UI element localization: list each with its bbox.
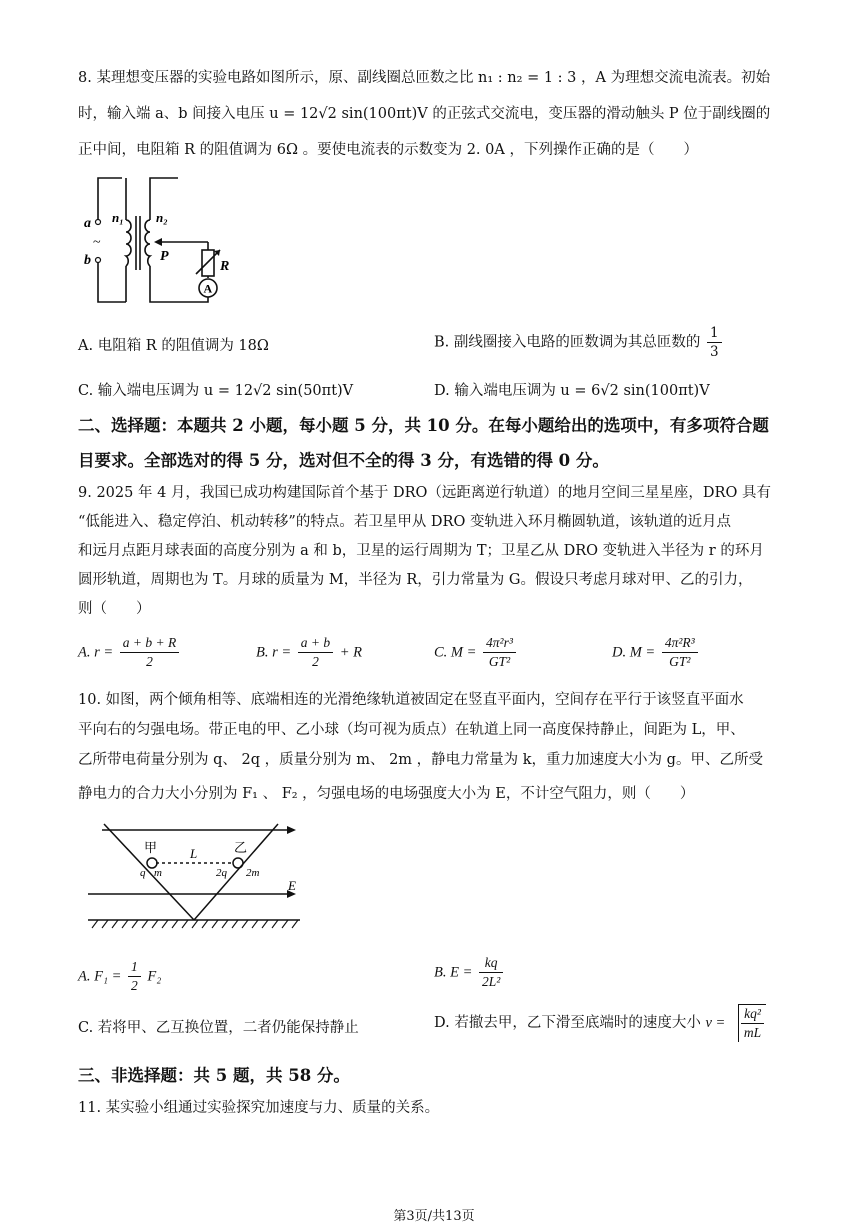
- ball-jia-label: 甲: [144, 840, 158, 855]
- q10-option-a-den: 2: [131, 978, 138, 993]
- q9-option-c-fraction: [483, 634, 516, 671]
- q10-option-b-num: kq: [479, 954, 503, 973]
- n1-label: n₁: [112, 210, 124, 225]
- q9-option-b-pre: B. r =: [256, 644, 292, 661]
- q10-option-c: C. 若将甲、乙互换位置，二者仍能保持静止: [78, 1020, 359, 1036]
- section2-line1: 二、选择题：本题共 2 小题，每小题 5 分，共 10 分。在每小题给出的选项中，有多项符合题: [78, 416, 769, 435]
- q9-option-c-den: GT²: [488, 654, 511, 669]
- mass-m-label: m: [154, 867, 162, 879]
- q8-option-b-num: 1: [707, 324, 722, 343]
- q9-option-a-num: a + b + R: [120, 634, 179, 653]
- q10-option-d-den: mL: [743, 1025, 762, 1040]
- q9-line5: 则（ ）: [78, 601, 151, 617]
- inclined-tracks-figure: [86, 818, 302, 936]
- q9-option-c-num: 4π²r³: [483, 634, 516, 653]
- q10-line3: 乙所带电荷量分别为 q、 2q ，质量分别为 m、 2m ，静电力常量为 k，重力加速度大小为 g。甲、乙所受: [78, 752, 763, 768]
- q8-option-c: C. 输入端电压调为 u = 12√2 sin(50πt)V: [78, 383, 354, 399]
- transformer-circuit-figure: [78, 172, 248, 308]
- q8-line2: 时，输入端 a、b 间接入电压 u = 12√2 sin(100πt)V 的正弦式交流电，变压器的滑动触头 P 位于副线圈的: [78, 106, 771, 122]
- n2-label: n₂: [156, 210, 168, 225]
- q9-option-d-pre: D. M =: [612, 644, 656, 661]
- q9-option-c-pre: C. M =: [434, 644, 477, 661]
- q9-option-a-fraction: [120, 634, 179, 671]
- distance-l-label: L: [190, 846, 198, 861]
- page-number: 第3页/共13页: [393, 1209, 475, 1224]
- q9-option-b-post: + R: [339, 644, 363, 661]
- slider-p-label: P: [160, 249, 169, 264]
- q10-option-b-fraction: [479, 954, 503, 991]
- q10-option-a-pre: A. F₁ =: [78, 968, 122, 985]
- sqrt-symbol: [738, 1004, 766, 1042]
- q9-line1: 9. 2025 年 4 月，我国已成功构建国际首个基于 DRO（远距离逆行轨道）的地月空间三星星座，DRO 具有: [78, 485, 771, 501]
- q9-option-a-den: 2: [146, 654, 153, 669]
- q9-option-d-num: 4π²R³: [662, 634, 698, 653]
- q9-option-d-den: GT²: [669, 654, 691, 669]
- q8-option-d: D. 输入端电压调为 u = 6√2 sin(100πt)V: [434, 383, 710, 399]
- q8-option-b-fraction: [707, 324, 722, 361]
- ammeter-label: A: [203, 281, 213, 296]
- q8-option-b-den: 3: [709, 344, 719, 360]
- q11-line1: 11. 某实验小组通过实验探究加速度与力、质量的关系。: [78, 1100, 440, 1116]
- mass-2m-label: 2m: [246, 867, 260, 879]
- q8-option-b-text: B. 副线圈接入电路的匝数调为其总匝数的: [434, 334, 701, 351]
- q8-line1: 8. 某理想变压器的实验电路如图所示，原、副线圈总匝数之比 n₁ : n₂ = 1 : 3 ，A 为理想交流电流表。初始: [78, 70, 771, 86]
- q9-line3: 和远月点距月球表面的高度分别为 a 和 b，卫星的运行周期为 T；卫星乙从 DRO 变轨进入半径为 r 的环月: [78, 543, 764, 559]
- ball-yi-label: 乙: [234, 840, 248, 855]
- q10-option-b-den: 2L²: [481, 974, 501, 989]
- q10-option-b-pre: B. E =: [434, 964, 473, 981]
- q10-option-b: [434, 954, 505, 991]
- q9-line4: 圆形轨道，周期也为 T。月球的质量为 M，半径为 R，引力常量为 G。假设只考虑月球对甲、乙的引力，: [78, 572, 753, 588]
- q9-option-d: [612, 634, 700, 671]
- q9-option-b-num: a + b: [298, 634, 333, 653]
- q10-option-d-fraction: [741, 1005, 764, 1042]
- q10-option-d-num: kq²: [741, 1005, 764, 1024]
- q10-option-d-v: v =: [705, 1015, 726, 1031]
- q10-option-a: [78, 958, 161, 995]
- q9-option-c: [434, 634, 518, 671]
- q10-option-a-fraction: [128, 958, 141, 995]
- q8-option-a: A. 电阻箱 R 的阻值调为 18Ω: [78, 338, 269, 354]
- section2-line2: 目要求。全部选对的得 5 分，选对但不全的得 3 分，有选错的得 0 分。: [78, 451, 609, 470]
- q10-line2: 平向右的匀强电场。带正电的甲、乙小球（均可视为质点）在轨道上同一高度保持静止，间距为 L，甲、: [78, 722, 745, 738]
- q10-option-a-num: 1: [128, 958, 141, 977]
- charge-q-label: q: [140, 867, 146, 879]
- q9-option-a-pre: A. r =: [78, 644, 114, 661]
- charge-2q-label: 2q: [216, 867, 227, 879]
- q9-option-a: [78, 634, 181, 671]
- q10-line4: 静电力的合力大小分别为 F₁ 、 F₂ ，匀强电场的电场强度大小为 E，不计空气阻力，则（ ）: [78, 786, 695, 802]
- q9-line2: “低能进入、稳定停泊、机动转移”的特点。若卫星甲从 DRO 变轨进入环月椭圆轨道，该轨道的近月点: [78, 514, 731, 530]
- terminal-b-label: b: [84, 253, 91, 268]
- terminal-a-label: a: [84, 216, 91, 231]
- q9-option-b-fraction: [298, 634, 333, 671]
- q10-option-a-post: F₂: [147, 968, 162, 985]
- q10-option-d: [434, 1004, 766, 1042]
- q8-line3: 正中间，电阻箱 R 的阻值调为 6Ω 。要使电流表的示数变为 2. 0A ，下列操作正确的是（ ）: [78, 142, 698, 158]
- q8-option-b: [434, 324, 724, 361]
- ac-source-symbol: ~: [93, 235, 101, 250]
- q10-option-d-text: D. 若撤去甲，乙下滑至底端时的速度大小: [434, 1015, 701, 1031]
- section3-line1: 三、非选择题：共 5 题，共 58 分。: [78, 1066, 350, 1085]
- q9-option-d-fraction: [662, 634, 698, 671]
- resistor-r-label: R: [220, 259, 230, 274]
- q10-line1: 10. 如图，两个倾角相等、底端相连的光滑绝缘轨道被固定在竖直平面内，空间存在平行于该竖直平面水: [78, 692, 744, 708]
- q9-option-b: [256, 634, 362, 671]
- q9-option-b-den: 2: [312, 654, 319, 669]
- field-e-label: E: [288, 878, 296, 893]
